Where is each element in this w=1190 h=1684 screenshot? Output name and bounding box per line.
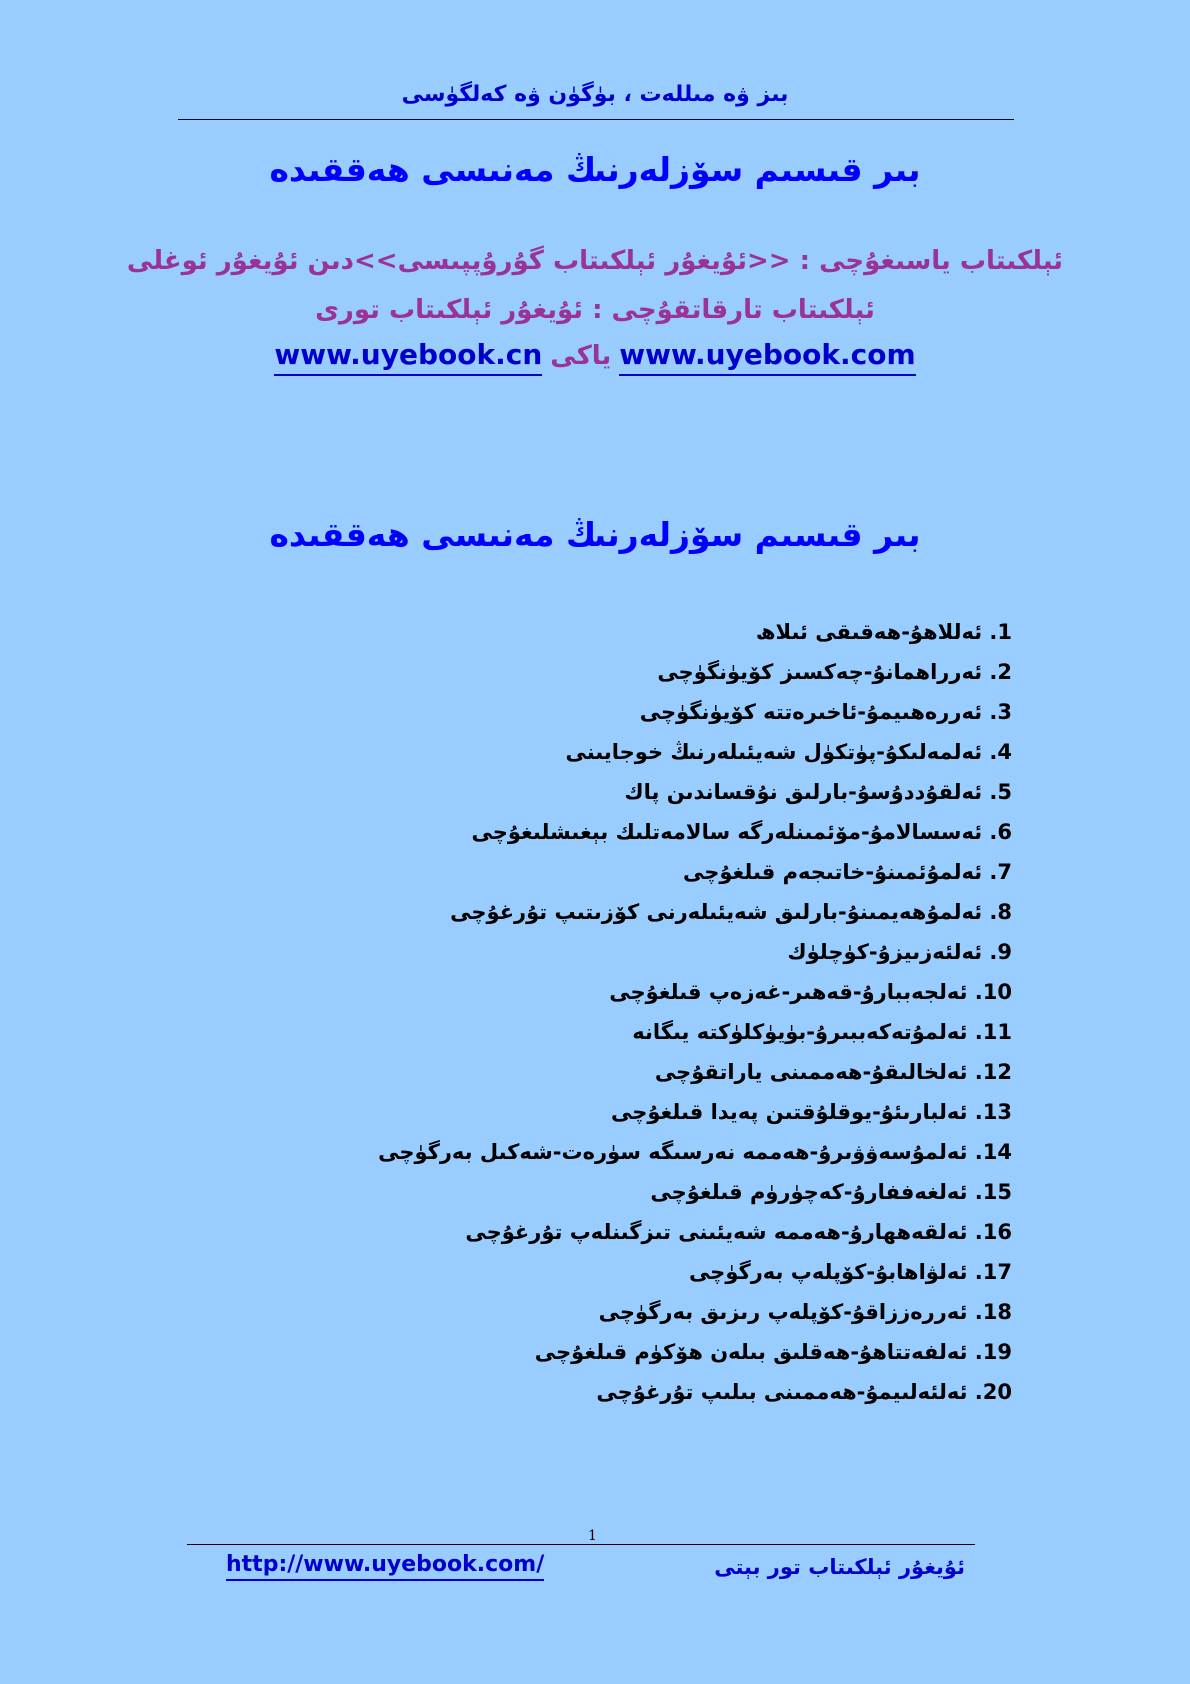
header-divider — [178, 119, 1014, 120]
list-item: 4. ئەلمەلىكۇ-پۈتكۈل شەيئىلەرنىڭ خوجايىنى — [565, 740, 1012, 764]
list-item: 13. ئەلبارىئۇ-يوقلۇقتىن پەيدا قىلغۇچى — [611, 1100, 1012, 1124]
link-separator: ياكى — [550, 341, 612, 371]
document-title: بىر قىسىم سۆزلەرنىڭ مەنىسى ھەققىدە — [269, 150, 921, 189]
list-item: 15. ئەلغەففارۇ-كەچۈرۈم قىلغۇچى — [650, 1180, 1012, 1204]
names-list — [192, 612, 1012, 1412]
list-item: 20. ئەلئەلىيمۇ-ھەممىنى بىلىپ تۇرغۇچى — [596, 1380, 1012, 1404]
list-item: 19. ئەلفەتتاھۇ-ھەقلىق بىلەن ھۆكۈم قىلغۇچى — [534, 1340, 1012, 1364]
list-item: 17. ئەلۋاھابۇ-كۆپلەپ بەرگۈچى — [688, 1260, 1012, 1284]
footer-site-name: ئۇيغۇر ئېلكىتاب تور بېتى — [714, 1555, 965, 1579]
list-item: 11. ئەلمۇتەكەببىرۇ-بۈيۈكلۈكتە يىگانە — [632, 1020, 1012, 1044]
list-item: 2. ئەرراھمانۇ-چەكسىز كۆيۈنگۈچى — [657, 660, 1012, 684]
running-header: بىز ۋە مىللەت ، بۈگۈن ۋە كەلگۈسى — [401, 82, 789, 107]
list-item: 1. ئەللاھۇ-ھەقىقى ئىلاھ — [755, 620, 1012, 644]
credit-typist: ئېلكىتاب ياسىغۇچى : <<ئۇيغۇر ئېلكىتاب گۇرۇپپىسى>>دىن ئۇيغۇر ئوغلى — [126, 246, 1064, 276]
list-item: 18. ئەررەززاقۇ-كۆپلەپ رىزىق بەرگۈچى — [598, 1300, 1012, 1324]
link-uyebook-com[interactable]: www.uyebook.com — [619, 338, 915, 376]
list-item: 14. ئەلمۇسەۋۋىرۇ-ھەممە نەرسىگە سۈرەت-شەكىل بەرگۈچى — [378, 1140, 1012, 1164]
section-title: بىر قىسىم سۆزلەرنىڭ مەنىسى ھەققىدە — [269, 515, 921, 554]
list-item: 9. ئەلئەزىيزۇ-كۈچلۈك — [787, 940, 1012, 964]
list-item: 12. ئەلخالىقۇ-ھەممىنى ياراتقۇچى — [654, 1060, 1012, 1084]
footer-url-link[interactable]: http://www.uyebook.com/ — [226, 1552, 544, 1581]
list-item: 10. ئەلجەببارۇ-قەھىر-غەزەپ قىلغۇچى — [609, 980, 1012, 1004]
website-links — [80, 338, 1110, 371]
list-item: 7. ئەلمۇئمىنۇ-خاتىجەم قىلغۇچى — [683, 860, 1012, 884]
list-item: 5. ئەلقۇددۇسۇ-بارلىق نۇقساندىن پاك — [624, 780, 1012, 804]
page-number: 1 — [588, 1528, 597, 1544]
credit-distributor: ئېلكىتاب تارقاتقۇچى : ئۇيغۇر ئېلكىتاب تورى — [315, 295, 875, 325]
footer-divider — [187, 1544, 975, 1545]
list-item: 16. ئەلقەھھارۇ-ھەممە شەيئىنى تىزگىنلەپ تۇرغۇچى — [465, 1220, 1012, 1244]
list-item: 6. ئەسسالامۇ-مۆئمىنلەرگە سالامەتلىك بېغىشلىغۇچى — [471, 820, 1012, 844]
list-item: 8. ئەلمۇھەيمىنۇ-بارلىق شەيئىلەرنى كۆزىتىپ تۇرغۇچى — [450, 900, 1012, 924]
link-uyebook-cn[interactable]: www.uyebook.cn — [274, 338, 542, 376]
list-item: 3. ئەررەھىيمۇ-ئاخىرەتتە كۆيۈنگۈچى — [639, 700, 1012, 724]
